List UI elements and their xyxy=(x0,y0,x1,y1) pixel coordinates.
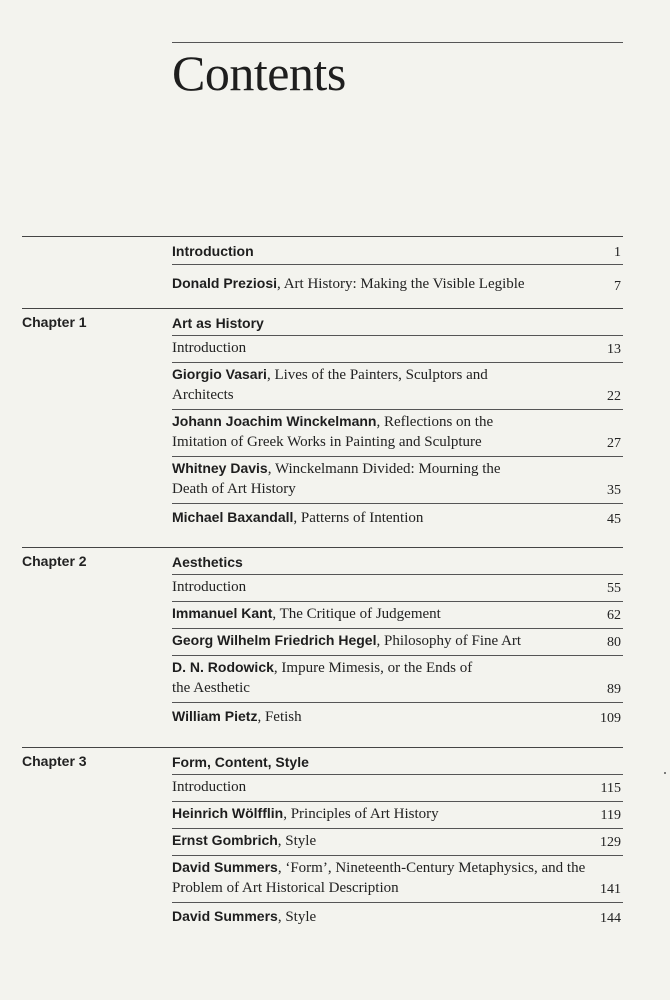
toc-entry[interactable] xyxy=(172,629,623,656)
page-number: 55 xyxy=(607,581,621,596)
entry-text: Michael Baxandall, Patterns of Intention xyxy=(172,509,424,526)
entry-author: Heinrich Wölfflin xyxy=(172,805,284,821)
page-number: 129 xyxy=(600,835,621,850)
page-number: 35 xyxy=(607,483,621,498)
entry-text xyxy=(172,313,572,334)
entry-author: D. N. Rodowick xyxy=(172,659,274,675)
page-number: 22 xyxy=(607,389,621,404)
chapter-label: Chapter 2 xyxy=(22,553,87,569)
entry-text xyxy=(172,777,572,797)
entry-title: ‘Form’, Nineteenth-Century Metaphysics, and the Problem of Art Historical Description xyxy=(172,860,586,896)
toc-entry[interactable] xyxy=(172,903,623,931)
entry-text: Ernst Gombrich, Style xyxy=(172,832,317,849)
page-number: 89 xyxy=(607,682,621,697)
toc-entry[interactable] xyxy=(172,856,623,903)
chapter-2-entries xyxy=(172,547,623,731)
page-number: 109 xyxy=(600,711,621,726)
entry-author: Giorgio Vasari xyxy=(172,366,267,382)
entry-title: Style xyxy=(285,833,317,849)
entry-text: Heinrich Wölfflin, Principles of Art History xyxy=(172,805,439,822)
chapter-1-entries xyxy=(172,308,623,532)
entry-author: Georg Wilhelm Friedrich Hegel xyxy=(172,632,377,648)
chapter-label: Chapter 3 xyxy=(22,753,87,769)
entry-author: Michael Baxandall xyxy=(172,509,294,525)
toc-entry[interactable] xyxy=(172,802,623,829)
entry-title: Principles of Art History xyxy=(290,806,439,822)
entry-title: Introduction xyxy=(172,340,247,356)
page-number: 115 xyxy=(600,781,621,796)
chapter-3-entries xyxy=(172,747,623,931)
chapter-label: Chapter 1 xyxy=(22,314,87,330)
toc-entry[interactable] xyxy=(172,703,623,731)
toc-entry[interactable] xyxy=(172,457,623,504)
entry-author: Immanuel Kant xyxy=(172,605,273,621)
entry-title: Introduction xyxy=(172,779,247,795)
entry-title: Lives of the Painters, Sculptors and Architects xyxy=(172,367,488,403)
toc-entry[interactable] xyxy=(172,265,623,299)
page-number: 1 xyxy=(614,245,621,260)
entry-text xyxy=(172,552,572,573)
entry-text: D. N. Rodowick, Impure Mimesis, or the Ends of the Aesthetic xyxy=(172,659,473,696)
toc-entry[interactable] xyxy=(172,775,623,802)
entry-author: Johann Joachim Winckelmann xyxy=(172,413,377,429)
page-number: 45 xyxy=(607,512,621,527)
toc-entry[interactable] xyxy=(172,410,623,457)
front-matter-entries xyxy=(172,236,623,299)
entry-heading: Introduction xyxy=(172,243,254,259)
entry-title: Philosophy of Fine Art xyxy=(383,633,522,649)
entry-text xyxy=(172,338,572,358)
entry-author: David Summers xyxy=(172,859,278,875)
entry-text: Johann Joachim Winckelmann, Reflections on the Imitation of Greek Works in Painting and Sculpture xyxy=(172,413,494,450)
page-number: 144 xyxy=(600,911,621,926)
toc-entry[interactable] xyxy=(172,504,623,532)
page-number: 7 xyxy=(614,279,621,294)
entry-author: Whitney Davis xyxy=(172,460,268,476)
entry-author: David Summers xyxy=(172,908,278,924)
entry-title: Patterns of Intention xyxy=(300,510,424,526)
toc-entry-introduction[interactable] xyxy=(172,236,623,265)
toc-entry[interactable] xyxy=(172,656,623,703)
entry-text: David Summers, ‘Form’, Nineteenth-Century Metaphysics, and the Problem of Art Historical Description xyxy=(172,859,586,896)
page-number: 80 xyxy=(607,635,621,650)
toc-entry[interactable] xyxy=(172,336,623,363)
entry-text xyxy=(172,241,572,262)
chapter-title: Form, Content, Style xyxy=(172,754,309,770)
page-number: 119 xyxy=(600,808,621,823)
entry-text: David Summers, Style xyxy=(172,908,317,925)
toc-entry[interactable] xyxy=(172,363,623,410)
chapter-title: Art as History xyxy=(172,315,264,331)
entry-text: Whitney Davis, Winckelmann Divided: Mourning the Death of Art History xyxy=(172,460,501,497)
page-number: 27 xyxy=(607,436,621,451)
chapter-heading xyxy=(172,547,623,575)
page-title: Contents xyxy=(172,45,346,101)
page-number: 62 xyxy=(607,608,621,623)
toc-entry[interactable] xyxy=(172,575,623,602)
entry-author: Ernst Gombrich xyxy=(172,832,278,848)
entry-title: Fetish xyxy=(264,709,302,725)
chapter-heading xyxy=(172,308,623,336)
entry-title: Art History: Making the Visible Legible xyxy=(283,276,525,292)
entry-title: Style xyxy=(285,909,317,925)
chapter-heading xyxy=(172,747,623,775)
entry-author: Donald Preziosi xyxy=(172,275,278,291)
scan-speck xyxy=(664,772,666,774)
entry-title: Reflections on the Imitation of Greek Works in Painting and Sculpture xyxy=(172,414,494,450)
entry-text xyxy=(172,752,572,773)
entry-text: Immanuel Kant, The Critique of Judgement xyxy=(172,605,441,622)
page-number: 141 xyxy=(600,882,621,897)
entry-text xyxy=(172,577,572,597)
entry-text: Giorgio Vasari, Lives of the Painters, Sculptors and Architects xyxy=(172,366,488,403)
entry-title: Winckelmann Divided: Mourning the Death of Art History xyxy=(172,461,501,497)
entry-text: Georg Wilhelm Friedrich Hegel, Philosophy of Fine Art xyxy=(172,632,522,649)
entry-text: William Pietz, Fetish xyxy=(172,708,302,725)
entry-title: The Critique of Judgement xyxy=(279,606,441,622)
entry-author: William Pietz xyxy=(172,708,258,724)
page-number: 13 xyxy=(607,342,621,357)
toc-entry[interactable] xyxy=(172,829,623,856)
entry-text: Donald Preziosi, Art History: Making the Visible Legible xyxy=(172,275,525,292)
chapter-title: Aesthetics xyxy=(172,554,243,570)
entry-title: Introduction xyxy=(172,579,247,595)
toc-entry[interactable] xyxy=(172,602,623,629)
entry-title: Impure Mimesis, or the Ends of the Aesthetic xyxy=(172,660,473,696)
